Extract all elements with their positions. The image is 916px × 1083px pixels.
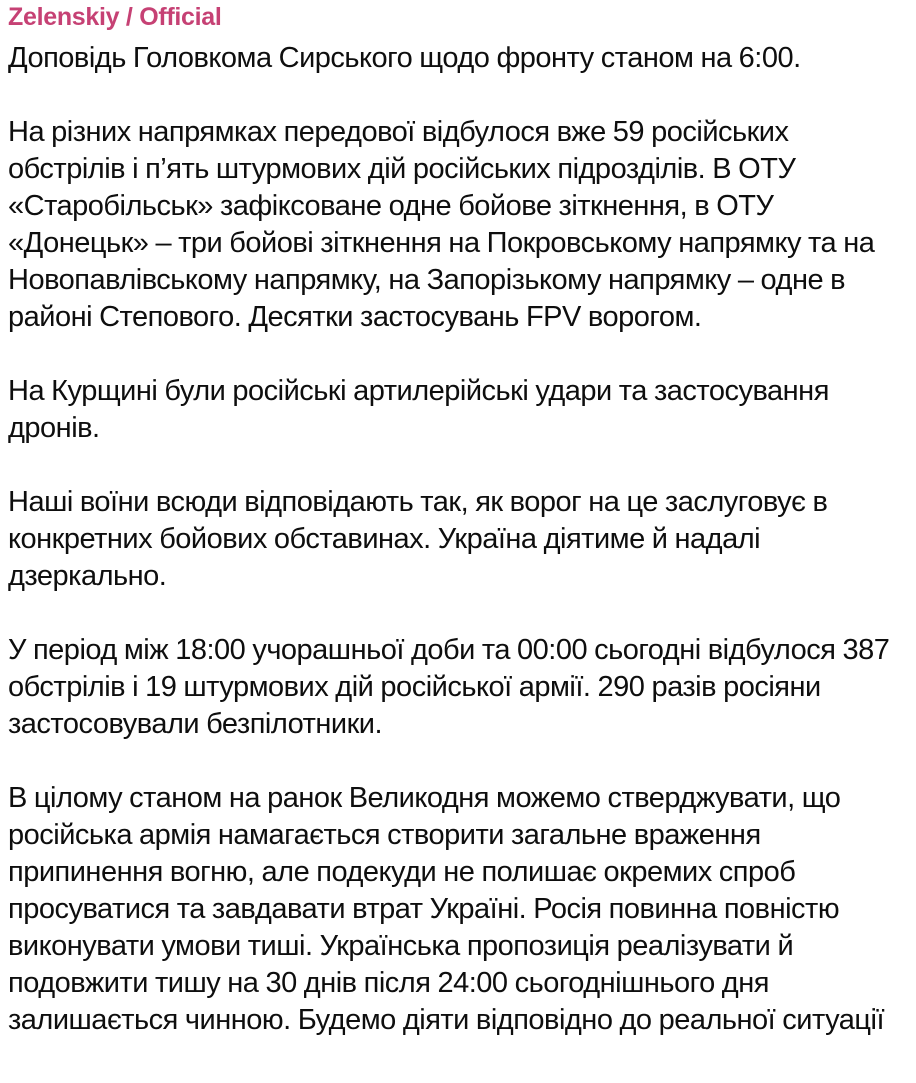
post-paragraph: У період між 18:00 учорашньої доби та 00:00 сьогодні відбулося 387 обстрілів і 19 штурмових дій російської армії. 290 разів росіяни застосовували безпілотники. — [8, 634, 890, 740]
post-paragraph: На різних напрямках передової відбулося вже 59 російських обстрілів і п’ять штурмових дій російських підрозділів. В ОТУ «Старобільськ» зафіксоване одне бойове зіткнення, в ОТУ «Донецьк» – три бойові зіткнення на Покровському напрямку та на Новопавлівському напрямку, на Запорізькому напрямку – одне в районі Степового. Десятки застосувань FPV ворогом. — [8, 116, 875, 333]
post-paragraph: В цілому станом на ранок Великодня можемо стверджувати, що російська армія намагається створити загальне враження припинення вогню, але подекуди не полишає окремих спроб просуватися та завдавати втрат Україні. Росія повинна повністю виконувати умови тиші. Українська пропозиція реалізувати й подовжити тишу на 30 днів після 24:00 сьогоднішнього дня залишається чинною. Будемо діяти відповідно до реальної ситуації — [8, 782, 885, 1036]
post-paragraph: На Курщині були російські артилерійські удари та застосування дронів. — [8, 375, 829, 444]
post-paragraph: Наші воїни всюди відповідають так, як ворог на це заслуговує в конкретних бойових обставинах. Україна діятиме й надалі дзеркально. — [8, 486, 828, 592]
post-text — [8, 40, 904, 1039]
channel-name[interactable]: Zelenskiy / Official — [8, 3, 222, 31]
post-paragraph: Доповідь Головкома Сирського щодо фронту станом на 6:00. — [8, 42, 801, 74]
